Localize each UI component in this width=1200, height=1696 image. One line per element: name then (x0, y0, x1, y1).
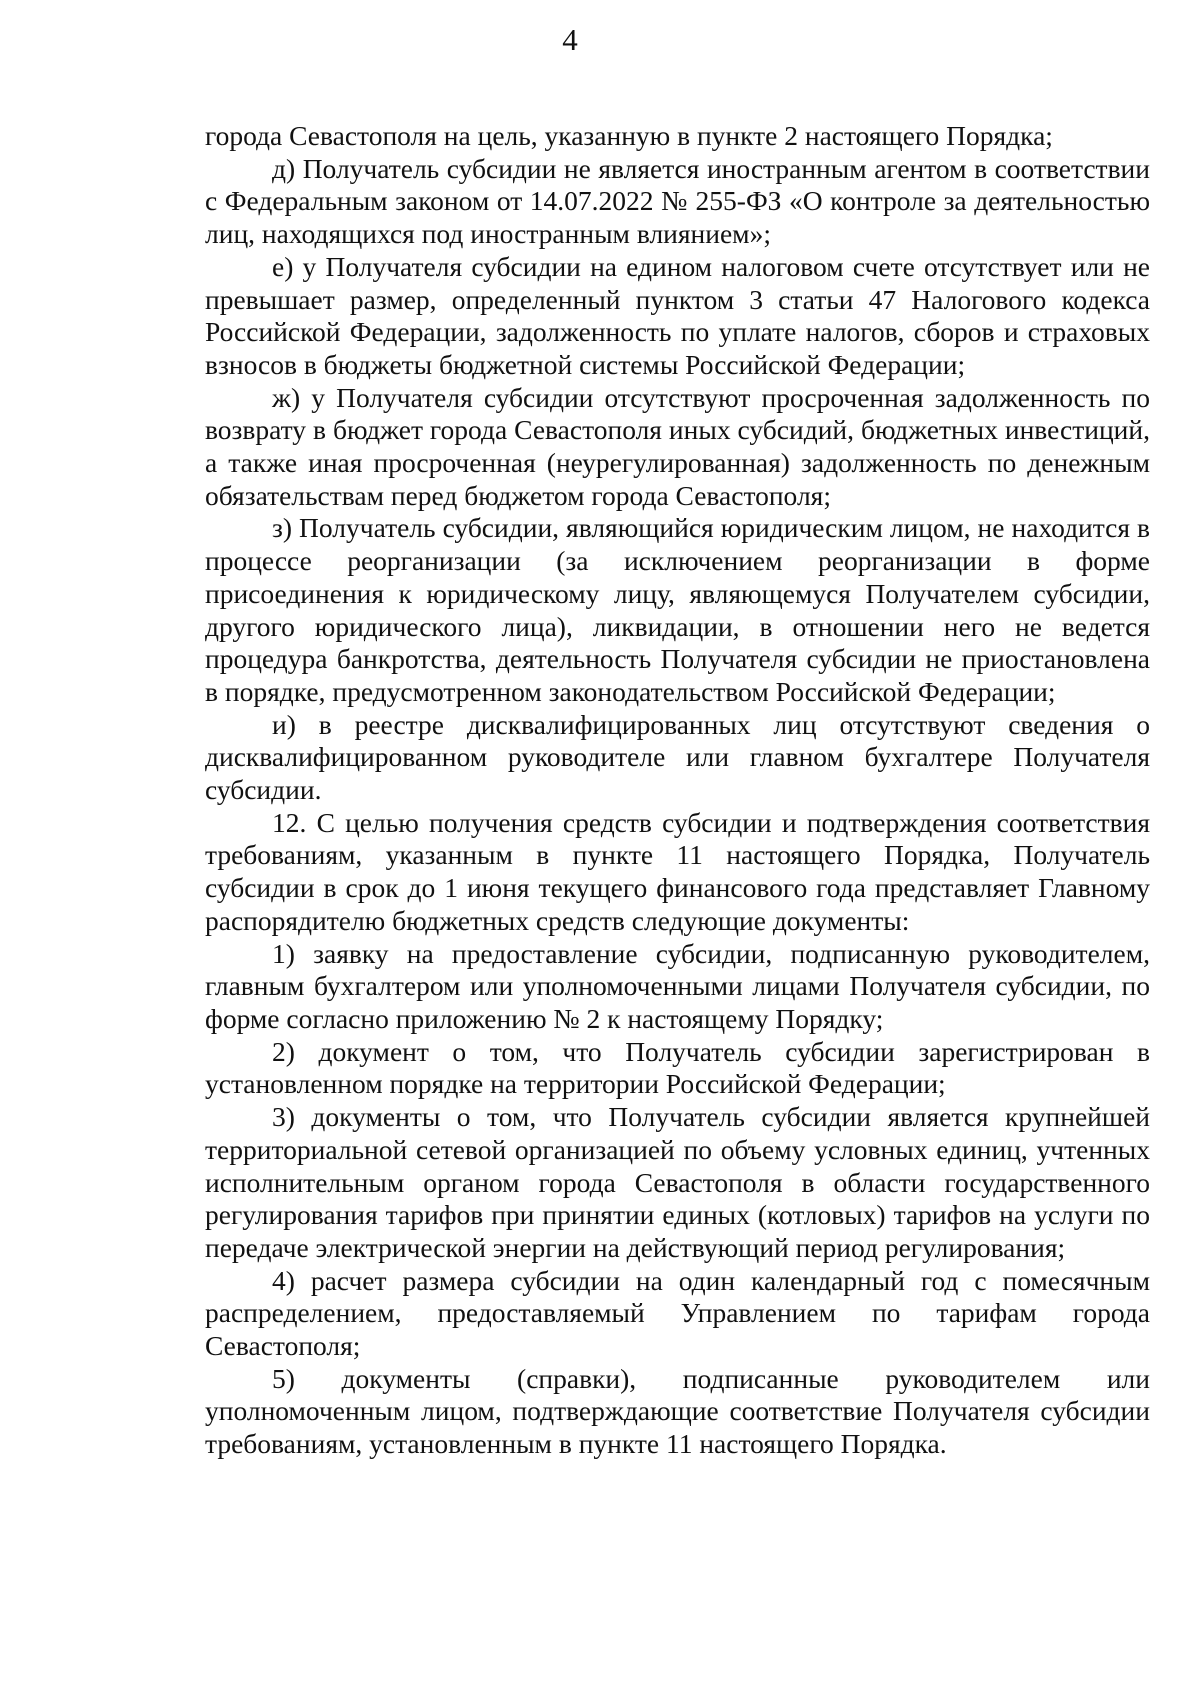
paragraph-item-zh: ж) у Получателя субсидии отсутствуют просроченная задолженность по возврату в бюджет города Севастополя иных субсидий, бюджетных инвестиций, а также иная просроченная (неурегулированная) задолженность по денежным обязательствам перед бюджетом города Севастополя; (205, 381, 1150, 511)
paragraph-doc-3: 3) документы о том, что Получатель субсидии является крупнейшей территориальной сетевой организацией по объему условных единиц, учтенных исполнительным органом города Севастополя в области государственного регулирования тарифов при принятии единых (котловых) тарифов на услуги по передаче электрической энергии на действующий период регулирования; (205, 1101, 1150, 1263)
paragraph-doc-1: 1) заявку на предоставление субсидии, подписанную руководителем, главным бухгалтером или уполномоченными лицами Получателя субсидии, по форме согласно приложению № 2 к настоящему Порядку; (205, 937, 1150, 1034)
paragraph-item-z: з) Получатель субсидии, являющийся юридическим лицом, не находится в процессе реорганизации (за исключением реорганизации в форме присоединения к юридическому лицу, являющемуся Получателем субсидии, другого юридического лица), ликвидации, в отношении него не ведется процедура банкротства, деятельность Получателя субсидии не приостановлена в порядке, предусмотренном законодательством Российской Федерации; (205, 512, 1150, 707)
paragraph-item-i: и) в реестре дисквалифицированных лиц отсутствуют сведения о дисквалифицированном руководителе или главном бухгалтере Получателя субсидии. (205, 708, 1150, 806)
paragraph-doc-2: 2) документ о том, что Получатель субсидии зарегистрирован в установленном порядке на территории Российской Федерации; (205, 1035, 1150, 1100)
page-number: 4 (562, 22, 578, 57)
paragraph-continuation: города Севастополя на цель, указанную в пункте 2 настоящего Порядка; (205, 120, 1053, 151)
paragraph-item-e: е) у Получателя субсидии на едином налоговом счете отсутствует или не превышает размер, определенный пунктом 3 статьи 47 Налогового кодекса Российской Федерации, задолженность по уплате налогов, сборов и страховых взносов в бюджеты бюджетной системы Российской Федерации; (205, 250, 1150, 380)
document-body (205, 120, 1150, 1461)
paragraph-item-d: д) Получатель субсидии не является иностранным агентом в соответствии с Федеральным законом от 14.07.2022 № 255-ФЗ «О контроле за деятельностью лиц, находящихся под иностранным влиянием»; (205, 152, 1150, 250)
paragraph-doc-5: 5) документы (справки), подписанные руководителем или уполномоченным лицом, подтверждающие соответствие Получателя субсидии требованиям, установленным в пункте 11 настоящего Порядка. (205, 1362, 1150, 1460)
paragraph-clause-12: 12. С целью получения средств субсидии и подтверждения соответствия требованиям, указанным в пункте 11 настоящего Порядка, Получатель субсидии в срок до 1 июня текущего финансового года представляет Главному распорядителю бюджетных средств следующие документы: (205, 806, 1150, 936)
paragraph-doc-4: 4) расчет размера субсидии на один календарный год с помесячным распределением, предоставляемый Управлением по тарифам города Севастополя; (205, 1264, 1150, 1362)
